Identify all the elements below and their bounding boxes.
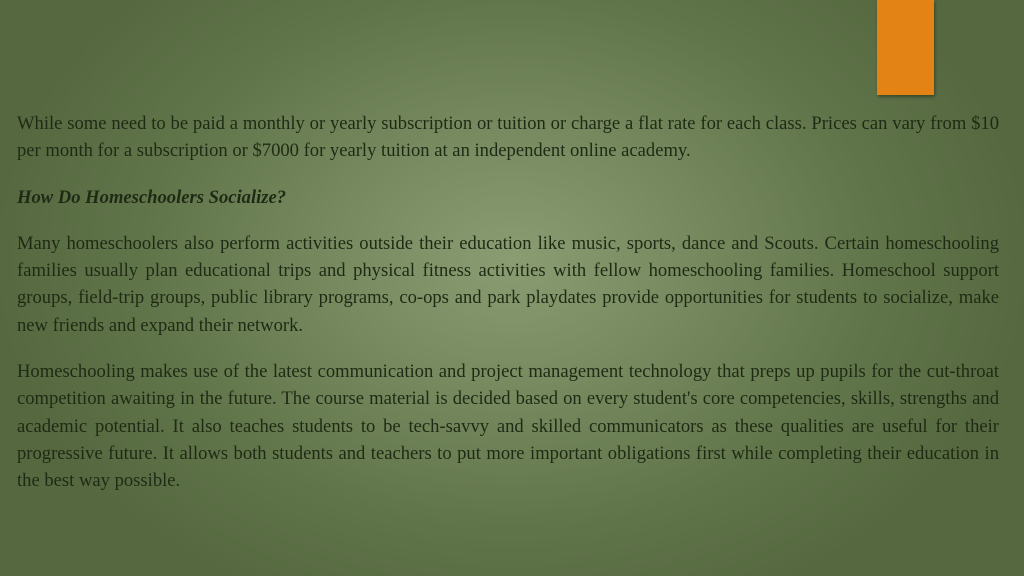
paragraph-technology: Homeschooling makes use of the latest communication and project management technology that preps up pupils for the cut-throat competition awaiting in the future. The course material is decided based on every student's core competencies, skills, strengths and academic potential. It also teaches students to be tech-savvy and skilled communicators as these qualities are useful for their progressive future. It allows both students and teachers to put more important obligations first while completing their education in the best way possible. bbox=[17, 361, 999, 492]
slide-body bbox=[17, 110, 999, 514]
paragraph-socialize: Many homeschoolers also perform activities outside their education like music, sports, dance and Scouts. Certain homeschooling families usually plan educational trips and physical fitness activities with fellow homeschooling families. Homeschool support groups, field-trip groups, public library programs, co-ops and park playdates provide opportunities for students to socialize, make new friends and expand their network. bbox=[17, 232, 999, 336]
section-heading: How Do Homeschoolers Socialize? bbox=[17, 186, 287, 208]
paragraph-pricing: While some need to be paid a monthly or yearly subscription or tuition or charge a flat rate for each class. Prices can vary from $10 per month for a subscription or $7000 for yearly tuition at an independent online academy. bbox=[17, 113, 999, 162]
orange-accent-bar bbox=[877, 0, 934, 95]
